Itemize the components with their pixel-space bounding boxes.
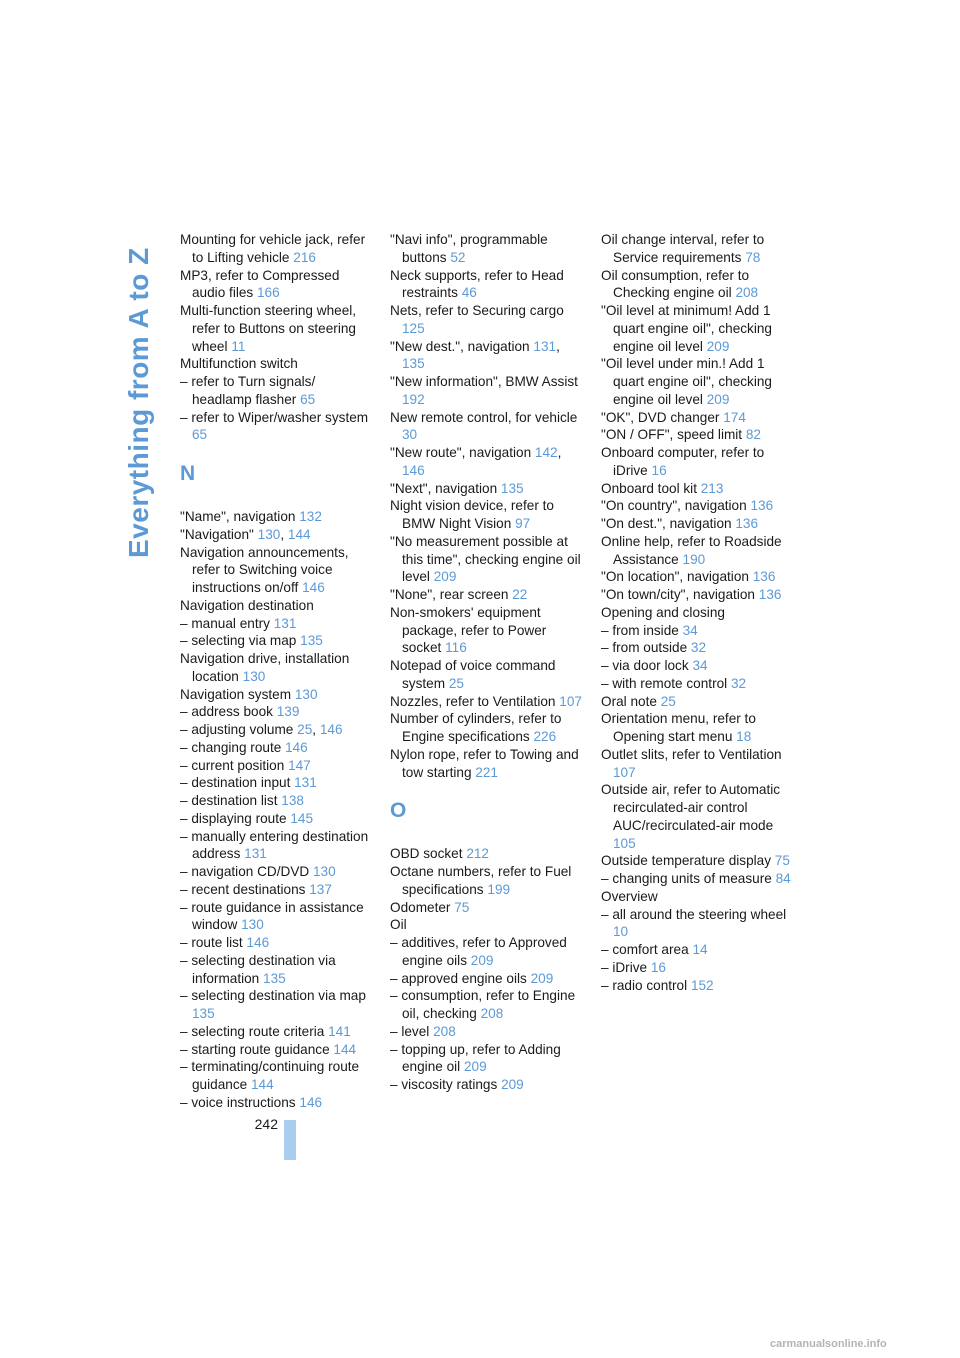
index-entry-text: – selecting route criteria (180, 1023, 325, 1039)
index-entry-text: "New dest.", navigation (390, 338, 530, 354)
index-entry-text: Mounting for vehicle jack, refer to Lifting vehicle (180, 232, 366, 265)
index-entry (601, 746, 797, 782)
index-entry-text: "On location", navigation (601, 569, 749, 585)
index-entry-text: – terminating/continuing route guidance (180, 1059, 360, 1092)
index-entry-text: Nets, refer to Securing cargo (390, 303, 564, 318)
index-entry-text: Octane numbers, refer to Fuel specifications (390, 864, 572, 897)
page-reference-link[interactable]: 46 (461, 285, 477, 301)
index-entry (180, 881, 376, 899)
index-entry-text: – destination input (180, 775, 291, 791)
index-entry-text: – manual entry (180, 615, 270, 631)
page-reference-link[interactable]: 146 (302, 580, 325, 595)
index-entry (601, 497, 797, 515)
index-entry: "New dest.", navigation 131, 135 (390, 338, 560, 372)
index-entry (390, 302, 586, 338)
page-reference-link[interactable]: 16 (651, 462, 667, 478)
index-entry (601, 710, 797, 746)
index-entry: – adjusting volume 25, 146 (180, 722, 343, 737)
index-entry (180, 792, 376, 810)
index-entry (180, 686, 376, 704)
index-entry-text: Outside air, refer to Automatic recirculated-air control AUC/recirculated-air mode (601, 782, 781, 833)
index-entry-text: "On town/city", navigation (601, 587, 755, 602)
index-entry (390, 970, 586, 988)
index-entry (601, 693, 797, 711)
page-reference-link[interactable]: 25 (297, 722, 313, 737)
index-entry-text: Navigation drive, installation location (180, 651, 350, 684)
page-reference-link[interactable]: 147 (288, 757, 311, 773)
page-reference-link[interactable]: 132 (299, 509, 322, 524)
page-reference-link[interactable]: 11 (231, 338, 246, 354)
index-entry-text: Outlet slits, refer to Ventilation (601, 746, 782, 762)
index-entry-text: – refer to Wiper/washer system (180, 409, 369, 425)
page-reference-link[interactable]: 135 (192, 1006, 215, 1021)
page-reference-link[interactable]: 130 (294, 686, 318, 702)
index-entry (601, 622, 797, 640)
index-entry (390, 863, 586, 899)
page-reference-link[interactable]: 82 (745, 427, 761, 443)
index-entry (601, 586, 797, 604)
page-reference-link[interactable]: 131 (533, 338, 557, 354)
index-entry-text: – manually entering destination address (180, 828, 369, 862)
index-entry-text: – starting route guidance (180, 1041, 330, 1057)
page-reference-link[interactable]: 136 (758, 587, 782, 602)
index-entry-text: Onboard computer, refer to iDrive (601, 445, 765, 478)
index-entry (390, 604, 586, 657)
index-entry-text: Oil change interval, refer to Service requirements (601, 232, 765, 265)
page-reference-link[interactable]: 130 (257, 526, 281, 542)
index-entry (390, 231, 586, 267)
page-reference-link[interactable]: 135 (300, 633, 323, 649)
page-reference-link[interactable]: 75 (454, 899, 470, 915)
page-reference-link[interactable]: 135 (263, 970, 286, 986)
index-entry (180, 508, 376, 526)
index-entry (601, 870, 797, 888)
index-entry (180, 355, 376, 373)
index-entry-text: Number of cylinders, refer to Engine specifications (390, 711, 562, 744)
page-reference-link[interactable]: 208 (480, 1006, 504, 1021)
index-column-1 (180, 231, 376, 1112)
index-entry (180, 1058, 376, 1094)
index-entry (601, 781, 797, 852)
page-reference-link[interactable]: 18 (736, 729, 752, 744)
page-reference-link[interactable]: 25 (448, 675, 464, 691)
index-entry-text: – iDrive (601, 959, 648, 975)
index-entry (601, 231, 797, 267)
index-entry (180, 1041, 376, 1059)
index-entry (390, 987, 586, 1023)
page-reference-link[interactable]: 139 (276, 704, 300, 720)
index-entry-text: "New route", navigation (390, 445, 532, 460)
page-reference-link[interactable]: 84 (775, 871, 791, 886)
index-entry-text: "No measurement possible at this time", checking engine oil level (390, 533, 581, 585)
index-entry-text: Navigation announcements, refer to Switching voice instructions on/off (180, 544, 349, 595)
page-reference-link[interactable]: 174 (723, 409, 746, 425)
page-reference-link[interactable]: 216 (293, 249, 316, 265)
index-entry-text: – topping up, refer to Adding engine oil (390, 1041, 561, 1075)
page-reference-link[interactable]: 141 (328, 1023, 351, 1039)
index-entry-text: "On dest.", navigation (601, 516, 732, 531)
index-entry-text: – radio control (601, 977, 688, 993)
page-reference-link[interactable]: 130 (312, 864, 336, 879)
page-reference-link[interactable]: 208 (433, 1023, 456, 1039)
page-reference-link[interactable]: 130 (241, 917, 264, 933)
page-reference-link[interactable]: 131 (294, 775, 317, 791)
index-entry (601, 302, 797, 355)
index-entry (180, 597, 376, 615)
index-entry-text: – consumption, refer to Engine oil, checking (390, 988, 576, 1021)
index-entry-text: – comfort area (601, 942, 689, 957)
page-reference-link[interactable]: 166 (257, 285, 280, 301)
page-reference-link[interactable]: 25 (660, 693, 676, 709)
index-entry (390, 710, 586, 746)
index-entry-text: – adjusting volume (180, 722, 294, 737)
index-entry (390, 1076, 586, 1094)
index-entry (180, 650, 376, 686)
page-reference-link[interactable]: 209 (530, 970, 554, 986)
index-entry-text: Navigation destination (180, 597, 314, 613)
index-letter-heading: O (390, 799, 407, 823)
page-reference-link[interactable]: 136 (735, 516, 759, 531)
index-entry (180, 952, 376, 988)
index-entry-text: Oil consumption, refer to Checking engine oil (601, 267, 750, 301)
page-reference-link[interactable]: 32 (730, 675, 747, 691)
page-reference-link[interactable]: 130 (242, 668, 266, 684)
index-entry-text: Oral note (601, 693, 657, 709)
index-entry-text: – approved engine oils (390, 970, 527, 986)
page-reference-link[interactable]: 192 (402, 391, 425, 407)
index-entry-text: – route list (180, 935, 243, 950)
index-entry (390, 746, 586, 782)
index-entry (180, 828, 376, 864)
index-entry-text: "Next", navigation (390, 480, 498, 496)
page-reference-link[interactable]: 221 (475, 764, 498, 780)
index-entry (390, 845, 586, 863)
index-entry-text: – displaying route (180, 810, 287, 826)
index-entry (601, 426, 797, 444)
page-reference-link[interactable]: 226 (533, 729, 557, 744)
page-reference-link[interactable]: 199 (487, 881, 511, 897)
index-entry (601, 959, 797, 977)
index-entry-text: – from inside (601, 622, 679, 638)
index-entry-text: – additives, refer to Approved engine oils (390, 935, 567, 968)
index-entry (180, 934, 376, 952)
index-entry-text: "Name", navigation (180, 509, 296, 524)
page-reference-link[interactable]: 136 (752, 569, 776, 585)
page-reference-link[interactable]: 22 (512, 587, 528, 602)
index-entry-text: Onboard tool kit (601, 480, 697, 496)
page-reference-link[interactable]: 65 (192, 427, 208, 443)
index-entry-text: – selecting destination via information (180, 952, 336, 986)
page-reference-link[interactable]: 209 (433, 569, 457, 585)
page-reference-link[interactable]: 209 (470, 952, 494, 968)
index-entry: "Navigation" 130, 144 (180, 526, 311, 542)
page-reference-link[interactable]: 107 (613, 764, 636, 780)
index-entry-text: – changing units of measure (601, 871, 772, 886)
index-entry-text: Multi-function steering wheel, refer to Buttons on steering wheel (180, 303, 357, 354)
index-entry-text: – all around the steering wheel (601, 906, 787, 922)
index-entry-text: "Oil level at minimum! Add 1 quart engine oil", checking engine oil level (601, 303, 772, 354)
page-reference-link[interactable]: 144 (333, 1041, 357, 1057)
index-entry-text: "Oil level under min.! Add 1 quart engine oil", checking engine oil level (601, 356, 772, 407)
index-entry-text: Nylon rope, refer to Towing and tow starting (390, 746, 579, 780)
index-entry (390, 899, 586, 917)
index-entry (180, 810, 376, 828)
page-reference-link[interactable]: 209 (706, 391, 730, 407)
index-entry-text: Night vision device, refer to BMW Night Vision (390, 498, 554, 531)
index-entry-text: "On country", navigation (601, 498, 747, 514)
index-entry-text: – recent destinations (180, 881, 306, 897)
index-entry-text: Overview (601, 888, 658, 904)
index-column-3 (601, 231, 797, 994)
index-entry-text: "New information", BMW Assist (390, 374, 578, 389)
index-entry-text: Nozzles, refer to Ventilation (390, 693, 556, 709)
index-entry-text: Non-smokers' equipment package, refer to Power socket (390, 604, 547, 656)
index-entry-text: OBD socket (390, 846, 463, 862)
index-entry-text: New remote control, for vehicle (390, 409, 578, 425)
page-reference-link[interactable]: 146 (246, 935, 270, 950)
index-entry-text: – current position (180, 757, 285, 773)
index-entry (390, 657, 586, 693)
index-entry-text: Opening and closing (601, 604, 725, 620)
index-entry (180, 544, 376, 597)
index-entry (601, 639, 797, 657)
index-entry (180, 409, 376, 445)
index-entry (180, 757, 376, 775)
page-reference-link[interactable]: 146 (285, 739, 308, 755)
index-entry (601, 267, 797, 303)
index-entry (601, 906, 797, 942)
page-reference-link[interactable]: 32 (690, 640, 707, 656)
page-reference-link[interactable]: 209 (463, 1059, 487, 1075)
page-reference-link[interactable]: 65 (300, 391, 316, 407)
page-reference-link[interactable]: 34 (682, 622, 698, 638)
index-entry (390, 1041, 586, 1077)
page-reference-link[interactable]: 14 (692, 942, 708, 957)
index-column-2 (390, 231, 586, 1094)
page-reference-link[interactable]: 52 (450, 249, 466, 265)
index-entry (601, 604, 797, 622)
index-entry-text: – selecting destination via map (180, 988, 366, 1004)
index-entry (390, 497, 586, 533)
index-entry-text: "Navi info", programmable buttons (390, 232, 548, 265)
index-entry: "New route", navigation 142, 146 (390, 445, 562, 478)
index-entry (390, 373, 586, 409)
index-entry-text: "None", rear screen (390, 587, 509, 602)
index-entry-text: Oil (390, 917, 407, 933)
index-entry (601, 355, 797, 408)
index-entry (601, 409, 797, 427)
index-entry-text: – level (390, 1023, 430, 1039)
index-entry (601, 941, 797, 959)
index-entry (180, 1094, 376, 1112)
index-entry-text: – changing route (180, 739, 282, 755)
index-entry (390, 1023, 586, 1041)
page-reference-link[interactable]: 190 (682, 551, 706, 567)
index-entry (601, 568, 797, 586)
index-entry (180, 231, 376, 267)
page-reference-link[interactable]: 125 (402, 320, 425, 336)
index-entry-text: Online help, refer to Roadside Assistance (601, 533, 782, 567)
index-entry (390, 533, 586, 586)
index-entry-text: – selecting via map (180, 633, 297, 649)
index-entry (180, 1023, 376, 1041)
index-entry-text: "Navigation" (180, 526, 254, 542)
index-entry (601, 852, 797, 870)
index-entry-text: – refer to Turn signals/ headlamp flasher (180, 374, 316, 407)
page-reference-link[interactable]: 75 (774, 853, 790, 869)
page-reference-link[interactable]: 212 (466, 846, 489, 862)
page-reference-link[interactable]: 34 (692, 658, 708, 673)
side-section-title: Everything from A to Z (123, 247, 154, 558)
index-entry (180, 615, 376, 633)
page-reference-link[interactable]: 209 (706, 338, 730, 354)
page-reference-link[interactable]: 136 (750, 498, 774, 514)
index-entry-text: – address book (180, 704, 273, 720)
index-entry-text: Multifunction switch (180, 356, 298, 372)
page-reference-link[interactable]: 10 (613, 924, 629, 940)
index-entry-text: – route guidance in assistance window (180, 899, 364, 933)
index-entry-text: "ON / OFF", speed limit (601, 427, 743, 443)
page-reference-link[interactable]: 135 (402, 356, 425, 372)
index-entry (180, 863, 376, 881)
index-entry-text: – viscosity ratings (390, 1077, 498, 1092)
index-entry (601, 657, 797, 675)
page-reference-link[interactable]: 144 (250, 1077, 274, 1092)
page-reference-link[interactable]: 105 (613, 835, 636, 851)
index-entry (601, 515, 797, 533)
index-entry (390, 693, 586, 711)
page-reference-link[interactable]: 209 (501, 1077, 524, 1092)
page-reference-link[interactable]: 135 (500, 480, 524, 496)
index-entry (180, 267, 376, 303)
index-entry-text: Notepad of voice command system (390, 658, 556, 691)
index-entry-text: Outside temperature display (601, 853, 772, 869)
index-entry-text: – with remote control (601, 675, 728, 691)
index-entry-text: Odometer (390, 899, 451, 915)
page-reference-link[interactable]: 145 (290, 810, 314, 826)
index-entry-text: – via door lock (601, 658, 689, 673)
index-entry-text: Neck supports, refer to Head restraints (390, 267, 564, 301)
index-entry (180, 373, 376, 409)
index-entry (180, 302, 376, 355)
page-reference-link[interactable]: 138 (281, 793, 304, 808)
page-number: 242 (254, 1116, 278, 1132)
index-entry (601, 533, 797, 569)
index-entry-text: Navigation system (180, 686, 292, 702)
index-entry (601, 444, 797, 480)
index-entry (180, 987, 376, 1023)
index-entry (390, 916, 586, 934)
page-reference-link[interactable]: 137 (309, 881, 332, 897)
index-entry (390, 409, 586, 445)
index-entry (390, 267, 586, 303)
index-entry (390, 480, 586, 498)
page-reference-link[interactable]: 131 (273, 615, 297, 631)
page-reference-link[interactable]: 107 (559, 693, 582, 709)
page-reference-link[interactable]: 97 (515, 516, 531, 531)
index-letter-heading: N (180, 462, 196, 485)
page-reference-link[interactable]: 131 (244, 846, 267, 862)
page-reference-link[interactable]: 146 (402, 462, 425, 478)
index-entry (601, 977, 797, 995)
index-entry (601, 675, 797, 693)
index-entry (601, 888, 797, 906)
page-marker-bar (284, 1120, 296, 1160)
index-entry (180, 774, 376, 792)
index-entry-text: – voice instructions (180, 1094, 296, 1110)
page-reference-link[interactable]: 213 (700, 480, 724, 496)
watermark: carmanualsonline.info (770, 1338, 887, 1350)
index-entry-text: – from outside (601, 640, 688, 656)
index-entry-text: – destination list (180, 793, 278, 808)
page-reference-link[interactable]: 144 (287, 526, 311, 542)
page-reference-link[interactable]: 142 (534, 445, 558, 460)
page-reference-link[interactable]: 208 (735, 285, 759, 301)
index-entry-text: – navigation CD/DVD (180, 864, 310, 879)
index-entry (180, 899, 376, 935)
page-reference-link[interactable]: 78 (745, 249, 761, 265)
page-reference-link[interactable]: 30 (402, 427, 418, 443)
page-reference-link[interactable]: 152 (690, 977, 714, 993)
page-reference-link[interactable]: 146 (319, 722, 343, 737)
index-entry (180, 632, 376, 650)
index-entry-text: "OK", DVD changer (601, 409, 720, 425)
index-entry (390, 586, 586, 604)
page-reference-link[interactable]: 146 (299, 1094, 323, 1110)
page-reference-link[interactable]: 116 (445, 640, 467, 656)
index-entry (390, 934, 586, 970)
index-entry-text: Orientation menu, refer to Opening start menu (601, 711, 756, 744)
page-reference-link[interactable]: 16 (650, 959, 666, 975)
index-entry-text: MP3, refer to Compressed audio files (180, 267, 340, 301)
index-entry (601, 480, 797, 498)
index-entry (180, 703, 376, 721)
index-entry (180, 739, 376, 757)
